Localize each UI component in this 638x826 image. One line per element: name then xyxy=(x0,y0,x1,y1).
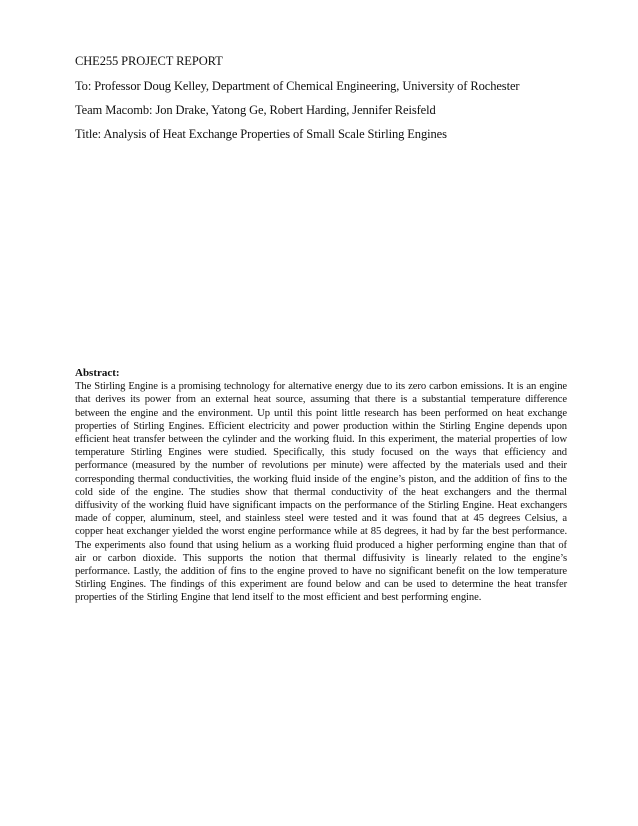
abstract-section xyxy=(75,367,567,605)
team-line: Team Macomb: Jon Drake, Yatong Ge, Robert Harding, Jennifer Reisfeld xyxy=(75,103,436,117)
title-line: Title: Analysis of Heat Exchange Properties of Small Scale Stirling Engines xyxy=(75,127,447,141)
abstract-heading: Abstract: xyxy=(75,367,120,379)
recipient-line: To: Professor Doug Kelley, Department of Chemical Engineering, University of Rochester xyxy=(75,79,520,93)
abstract-body: The Stirling Engine is a promising technology for alternative energy due to its zero carbon emissions. It is an engine that derives its power from an external heat source, assuming that there is a substantial temperature difference between the engine and the environment. Up until this point little research has been performed on heat exchange properties of Stirling Engines. Efficient electricity and power production within the Stirling Engine depends upon efficient heat transfer between the cylinder and the working fluid. In this experiment, the material properties of low temperature Stirling Engines were studied. Specifically, this study focused on the ways that efficiency and performance (measured by the number of revolutions per minute) were affected by the materials used and their corresponding thermal conductivities, the working fluid inside of the engine’s piston, and the addition of fins to the cold side of the engine. The studies show that thermal conductivity of the heat exchangers and the thermal diffusivity of the working fluid have significant impacts on the performance of the Stirling Engine. Heat exchangers made of copper, aluminum, steel, and stainless steel were tested and it was found that at 45 degrees Celsius, a copper heat exchanger yielded the worst engine performance while at 85 degrees, it had by far the best performance. The experiments also found that using helium as a working fluid produced a higher performing engine than that of air or carbon dioxide. This supports the notion that thermal diffusivity is linearly related to the engine’s performance. Lastly, the addition of fins to the engine proved to have no significant benefit on the low temperature Stirling Engines. The findings of this experiment are found below and can be used to determine the heat transfer properties of the Stirling Engine that lend itself to the most efficient and best performing engine. xyxy=(75,381,567,604)
course-line: CHE255 PROJECT REPORT xyxy=(75,54,223,68)
